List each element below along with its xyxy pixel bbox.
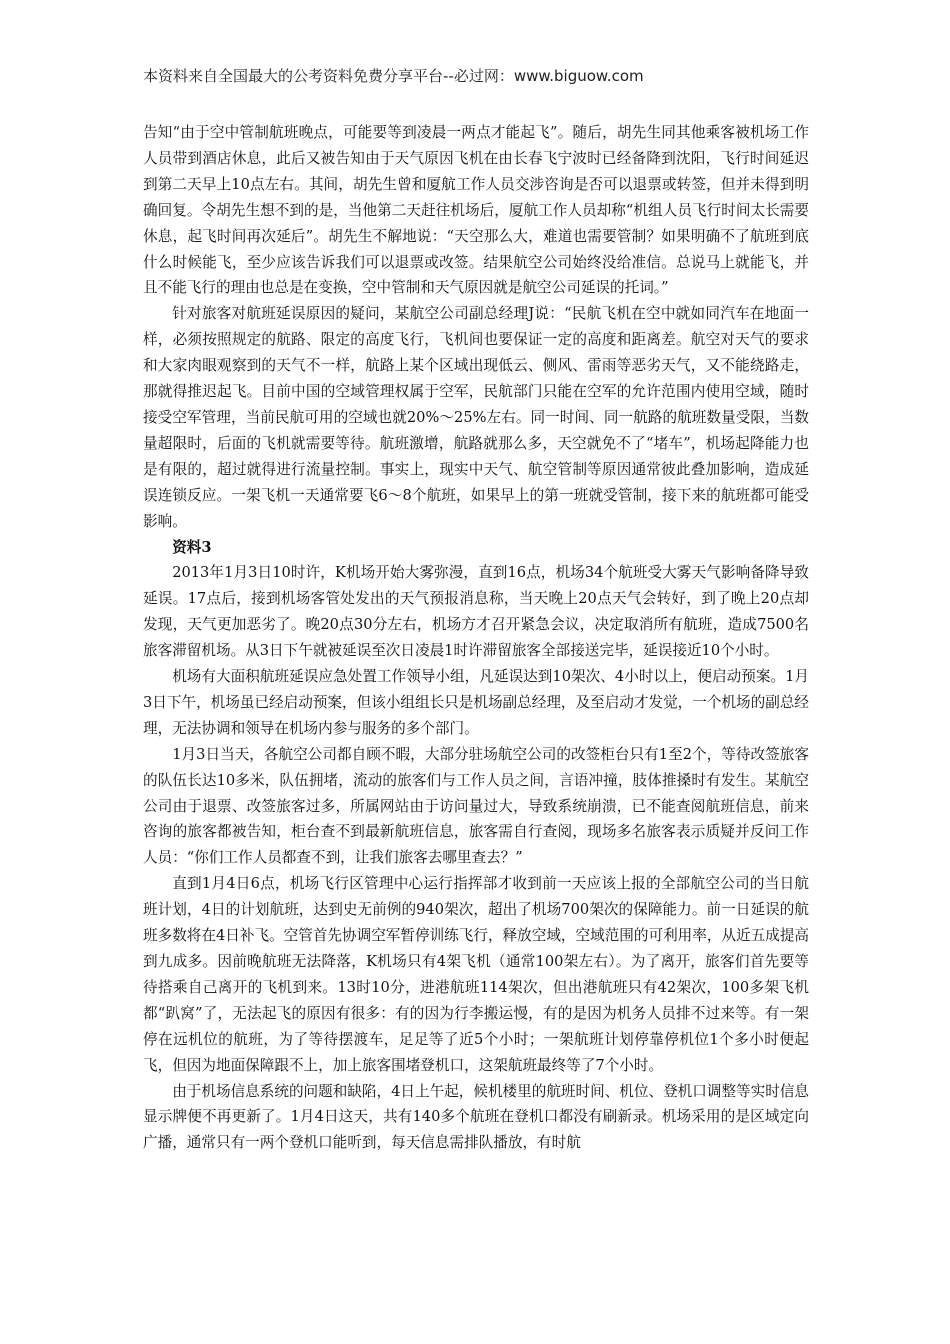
paragraph-5: 1月3日当天，各航空公司都自顾不暇，大部分驻场航空公司的改签柜台只有1至2个，等待改签旅客的队伍长达10多米，队伍拥堵，流动的旅客们与工作人员之间，言语冲撞，肢体推搡时有发生。某航空公司由于退票、改签旅客过多，所属网站由于访问量过大，导致系统崩溃，已不能查阅航班信息，前来咨询的旅客都被告知，柜台查不到最新航班信息，旅客需自行查阅，现场多名旅客表示质疑并反问工作人员：“你们工作人员都查不到，让我们旅客去哪里查去？” (143, 745, 809, 867)
paragraph-3: 2013年1月3日10时许，K机场开始大雾弥漫，直到16点，机场34个航班受大雾天气影响备降导致延误。17点后，接到机场客管处发出的天气预报消息称，当天晚上20点天气会转好，到了晚上20点却发现，天气更加恶劣了。晚20点30分左右，机场方才召开紧急会议，决定取消所有航班，造成7500名旅客滞留机场。从3日下午就被延误至次日凌晨1时许滞留旅客全部接送完毕，延误接近10个小时。 (143, 564, 809, 660)
paragraph-6: 直到1月4日6点，机场飞行区管理中心运行指挥部才收到前一天应该上报的全部航空公司的当日航班计划，4日的计划航班，达到史无前例的940架次，超出了机场700架次的保障能力。前一日延误的航班多数将在4日补飞。空管首先协调空军暂停训练飞行，释放空域，空域范围的可利用率，从近五成提高到九成多。因前晚航班无法降落，K机场只有4架飞机（通常100架左右）。为了离开，旅客们首先要等待搭乘自己离开的飞机到来。13时10分，进港航班114架次，但出港航班只有42架次，100多架飞机都“趴窝”了，无法起飞的原因有很多：有的因为行李搬运慢，有的是因为机务人员排不过来等。有一架停在远机位的航班，为了等待摆渡车，足足等了近5个小时；一架航班计划停靠停机位1个多小时便起飞，但因为地面保障跟不上，加上旅客围堵登机口，这架航班最终等了7个小时。 (143, 875, 810, 1074)
section-heading: 资料3 (172, 538, 212, 556)
page-header: 本资料来自全国最大的公考资料免费分享平台--必过网：www.biguow.com (143, 67, 644, 85)
paragraph-7: 由于机场信息系统的问题和缺陷，4日上午起，候机楼里的航班时间、机位、登机口调整等实时信息显示牌便不再更新了。1月4日这天，共有140多个航班在登机口都没有刷新录。机场采用的是区域定向广播，通常只有一两个登机口能听到，每天信息需排队播放，有时航 (143, 1082, 810, 1152)
document-body (143, 120, 809, 1156)
paragraph-2: 针对旅客对航班延误原因的疑问，某航空公司副总经理J说：“民航飞机在空中就如同汽车在地面一样，必须按照规定的航路、限定的高度飞行，飞机间也要保证一定的高度和距离差。航空对天气的要求和大家肉眼观察到的天气不一样，航路上某个区域出现低云、侧风、雷雨等恶劣天气，又不能绕路走，那就得推迟起飞。目前中国的空域管理权属于空军，民航部门只能在空军的允许范围内使用空域，随时接受空军管理，当前民航可用的空域也就20%～25%左右。同一时间、同一航路的航班数量受限，当数量超限时，后面的飞机就需要等待。航班激增，航路就那么多，天空就免不了“堵车”，机场起降能力也是有限的，超过就得进行流量控制。事实上，现实中天气、航空管制等原因通常彼此叠加影响，造成延误连锁反应。一架飞机一天通常要飞6～8个航班，如果早上的第一班就受管制，接下来的航班都可能受影响。 (143, 305, 809, 530)
paragraph-1: 告知“由于空中管制航班晚点，可能要等到凌晨一两点才能起飞”。随后，胡先生同其他乘客被机场工作人员带到酒店休息，此后又被告知由于天气原因飞机在由长春飞宁波时已经备降到沈阳，飞行时间延迟到第二天早上10点左右。其间，胡先生曾和厦航工作人员交涉咨询是否可以退票或转签，但并未得到明确回复。令胡先生想不到的是，当他第二天赶往机场后，厦航工作人员却称“机组人员飞行时间太长需要休息，起飞时间再次延后”。胡先生不解地说：“天空那么大，难道也需要管制？如果明确不了航班到底什么时候能飞，至少应该告诉我们可以退票或改签。结果航空公司始终没给准信。总说马上就能飞，并且不能飞行的理由也总是在变换，空中管制和天气原因就是航空公司延误的托词。” (143, 124, 809, 297)
paragraph-4: 机场有大面积航班延误应急处置工作领导小组，凡延误达到10架次、4小时以上，便启动预案。1月3日下午，机场虽已经启动预案，但该小组组长只是机场副总经理，及至启动才发觉，一个机场的副总经理，无法协调和领导在机场内参与服务的多个部门。 (143, 668, 810, 737)
